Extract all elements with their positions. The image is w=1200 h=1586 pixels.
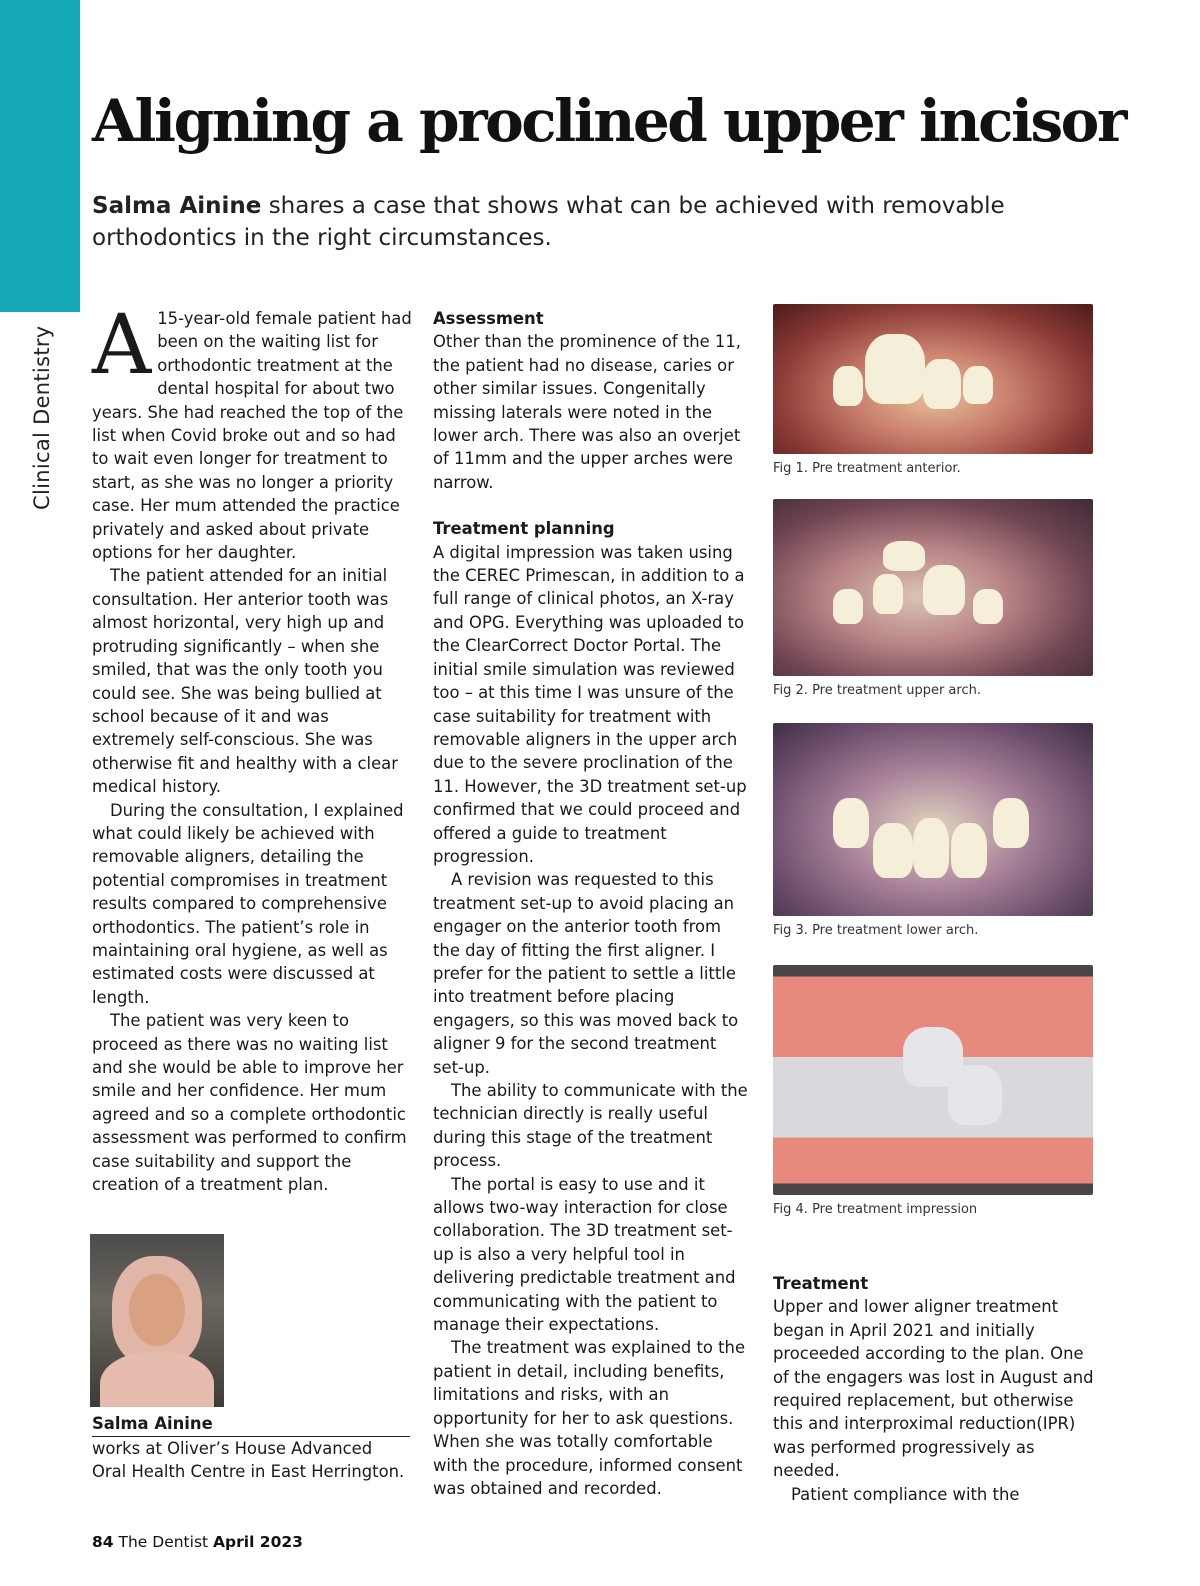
section-label: Clinical Dentistry [30,325,54,510]
figure-4 [773,965,1093,1217]
paragraph: During the consultation, I explained what could likely be achieved with removable aligners, detailing the potential compromises in treatment results compared to comprehensive orthodontics. The patient’s role in maintaining oral hygiene, as well as estimated costs were discussed at length. [92,800,404,1007]
column-3 [773,1272,1103,1506]
standfirst-author: Salma Ainine [92,193,262,219]
drop-cap: A [92,298,152,393]
article-title: Aligning a proclined upper incisor [92,87,1125,155]
figure-4-caption: Fig 4. Pre treatment impression [773,1202,978,1217]
figure-2-photo [773,499,1093,676]
figure-2 [773,499,1093,698]
author-bio: works at Oliver’s House Advanced Oral Health Centre in East Herrington. [92,1439,405,1481]
paragraph: The treatment was explained to the patient in detail, including benefits, limitations and risks, with an opportunity for her to ask questions. When she was totally comfortable with the procedure, informed consent was obtained and recorded. [433,1338,746,1498]
paragraph: The patient was very keen to proceed as there was no waiting list and she would be able to improve her smile and her confidence. Her mum agreed and so a complete orthodontic assessment was performed to confirm case suitability and support the creation of a treatment plan. [92,1011,407,1195]
author-photo [90,1234,224,1407]
column-1 [92,298,412,1196]
subhead-treatment: Treatment [773,1274,869,1293]
standfirst-text: shares a case that shows what can be achieved with removable orthodontics in the right circumstances. [92,193,1005,251]
paragraph: The portal is easy to use and it allows two-way interaction for close collaboration. The 3D treatment set-up is also a very helpful tool in delivering predictable treatment and communicating with the patient to manage their expectations. [433,1174,736,1335]
figure-4-impression [773,965,1093,1195]
page-footer [92,1533,303,1551]
issue-date: April 2023 [213,1533,303,1551]
subhead-assessment: Assessment [433,309,544,328]
figure-1-photo [773,304,1093,454]
paragraph: Patient compliance with the [791,1484,1020,1504]
figure-3-photo [773,723,1093,916]
figure-1-caption: Fig 1. Pre treatment anterior. [773,461,961,476]
figure-2-caption: Fig 2. Pre treatment upper arch. [773,683,981,698]
figure-3-caption: Fig 3. Pre treatment lower arch. [773,923,979,938]
section-color-tab [0,0,80,312]
publication-name: The Dentist [113,1533,214,1551]
paragraph: A digital impression was taken using the CEREC Primescan, in addition to a full range of clinical photos, an X-ray and OPG. Everything was uploaded to the ClearCorrect Doctor Portal. The initial smile simulation was reviewed too – at this time I was unsure of the case suitability for treatment with removable aligners in the upper arch due to the severe proclination of the 11. However, the 3D treatment set-up confirmed that we could proceed and offered a guide to treatment progression. [433,542,747,866]
paragraph: Other than the prominence of the 11, the patient had no disease, caries or other similar issues. Congenitally missing laterals were noted in the lower arch. There was also an overjet of 11mm and the upper arches were narrow. [433,332,741,492]
paragraph: Upper and lower aligner treatment began in April 2021 and initially proceeded according to the plan. One of the engagers was lost in August and required replacement, but otherwise this and interproximal reduction(IPR) was performed progressively as needed. [773,1297,1094,1481]
paragraph: A revision was requested to this treatment set-up to avoid placing an engager on the anterior tooth from the day of fitting the first aligner. I prefer for the patient to settle a little into treatment before placing engagers, so this was moved back to aligner 9 for the second treatment set-up. [433,870,739,1077]
figure-1 [773,304,1093,476]
paragraph: The ability to communicate with the technician directly is really useful during this stage of the treatment process. [433,1081,748,1171]
author-name: Salma Ainine [92,1412,410,1437]
intro-paragraph [92,298,412,564]
standfirst [92,190,1092,254]
author-box [92,1412,410,1483]
page-number: 84 [92,1533,114,1551]
subhead-treatment-planning: Treatment planning [433,519,615,539]
column-2 [433,307,751,1500]
paragraph: The patient attended for an initial consultation. Her anterior tooth was almost horizontal, very high up and protruding significantly – when she smiled, that was the only tooth you could see. She was being bullied at school because of it and was extremely self-conscious. She was otherwise fit and healthy with a clear medical history. [92,566,398,797]
figure-3 [773,723,1093,938]
intro-text: 15-year-old female patient had been on the waiting list for orthodontic treatment at the dental hospital for about two years. She had reached the top of the list when Covid broke out and so had to wait even longer for treatment to start, as she was no longer a priority case. Her mum attended the practice privately and asked about private options for her daughter. [92,309,412,563]
